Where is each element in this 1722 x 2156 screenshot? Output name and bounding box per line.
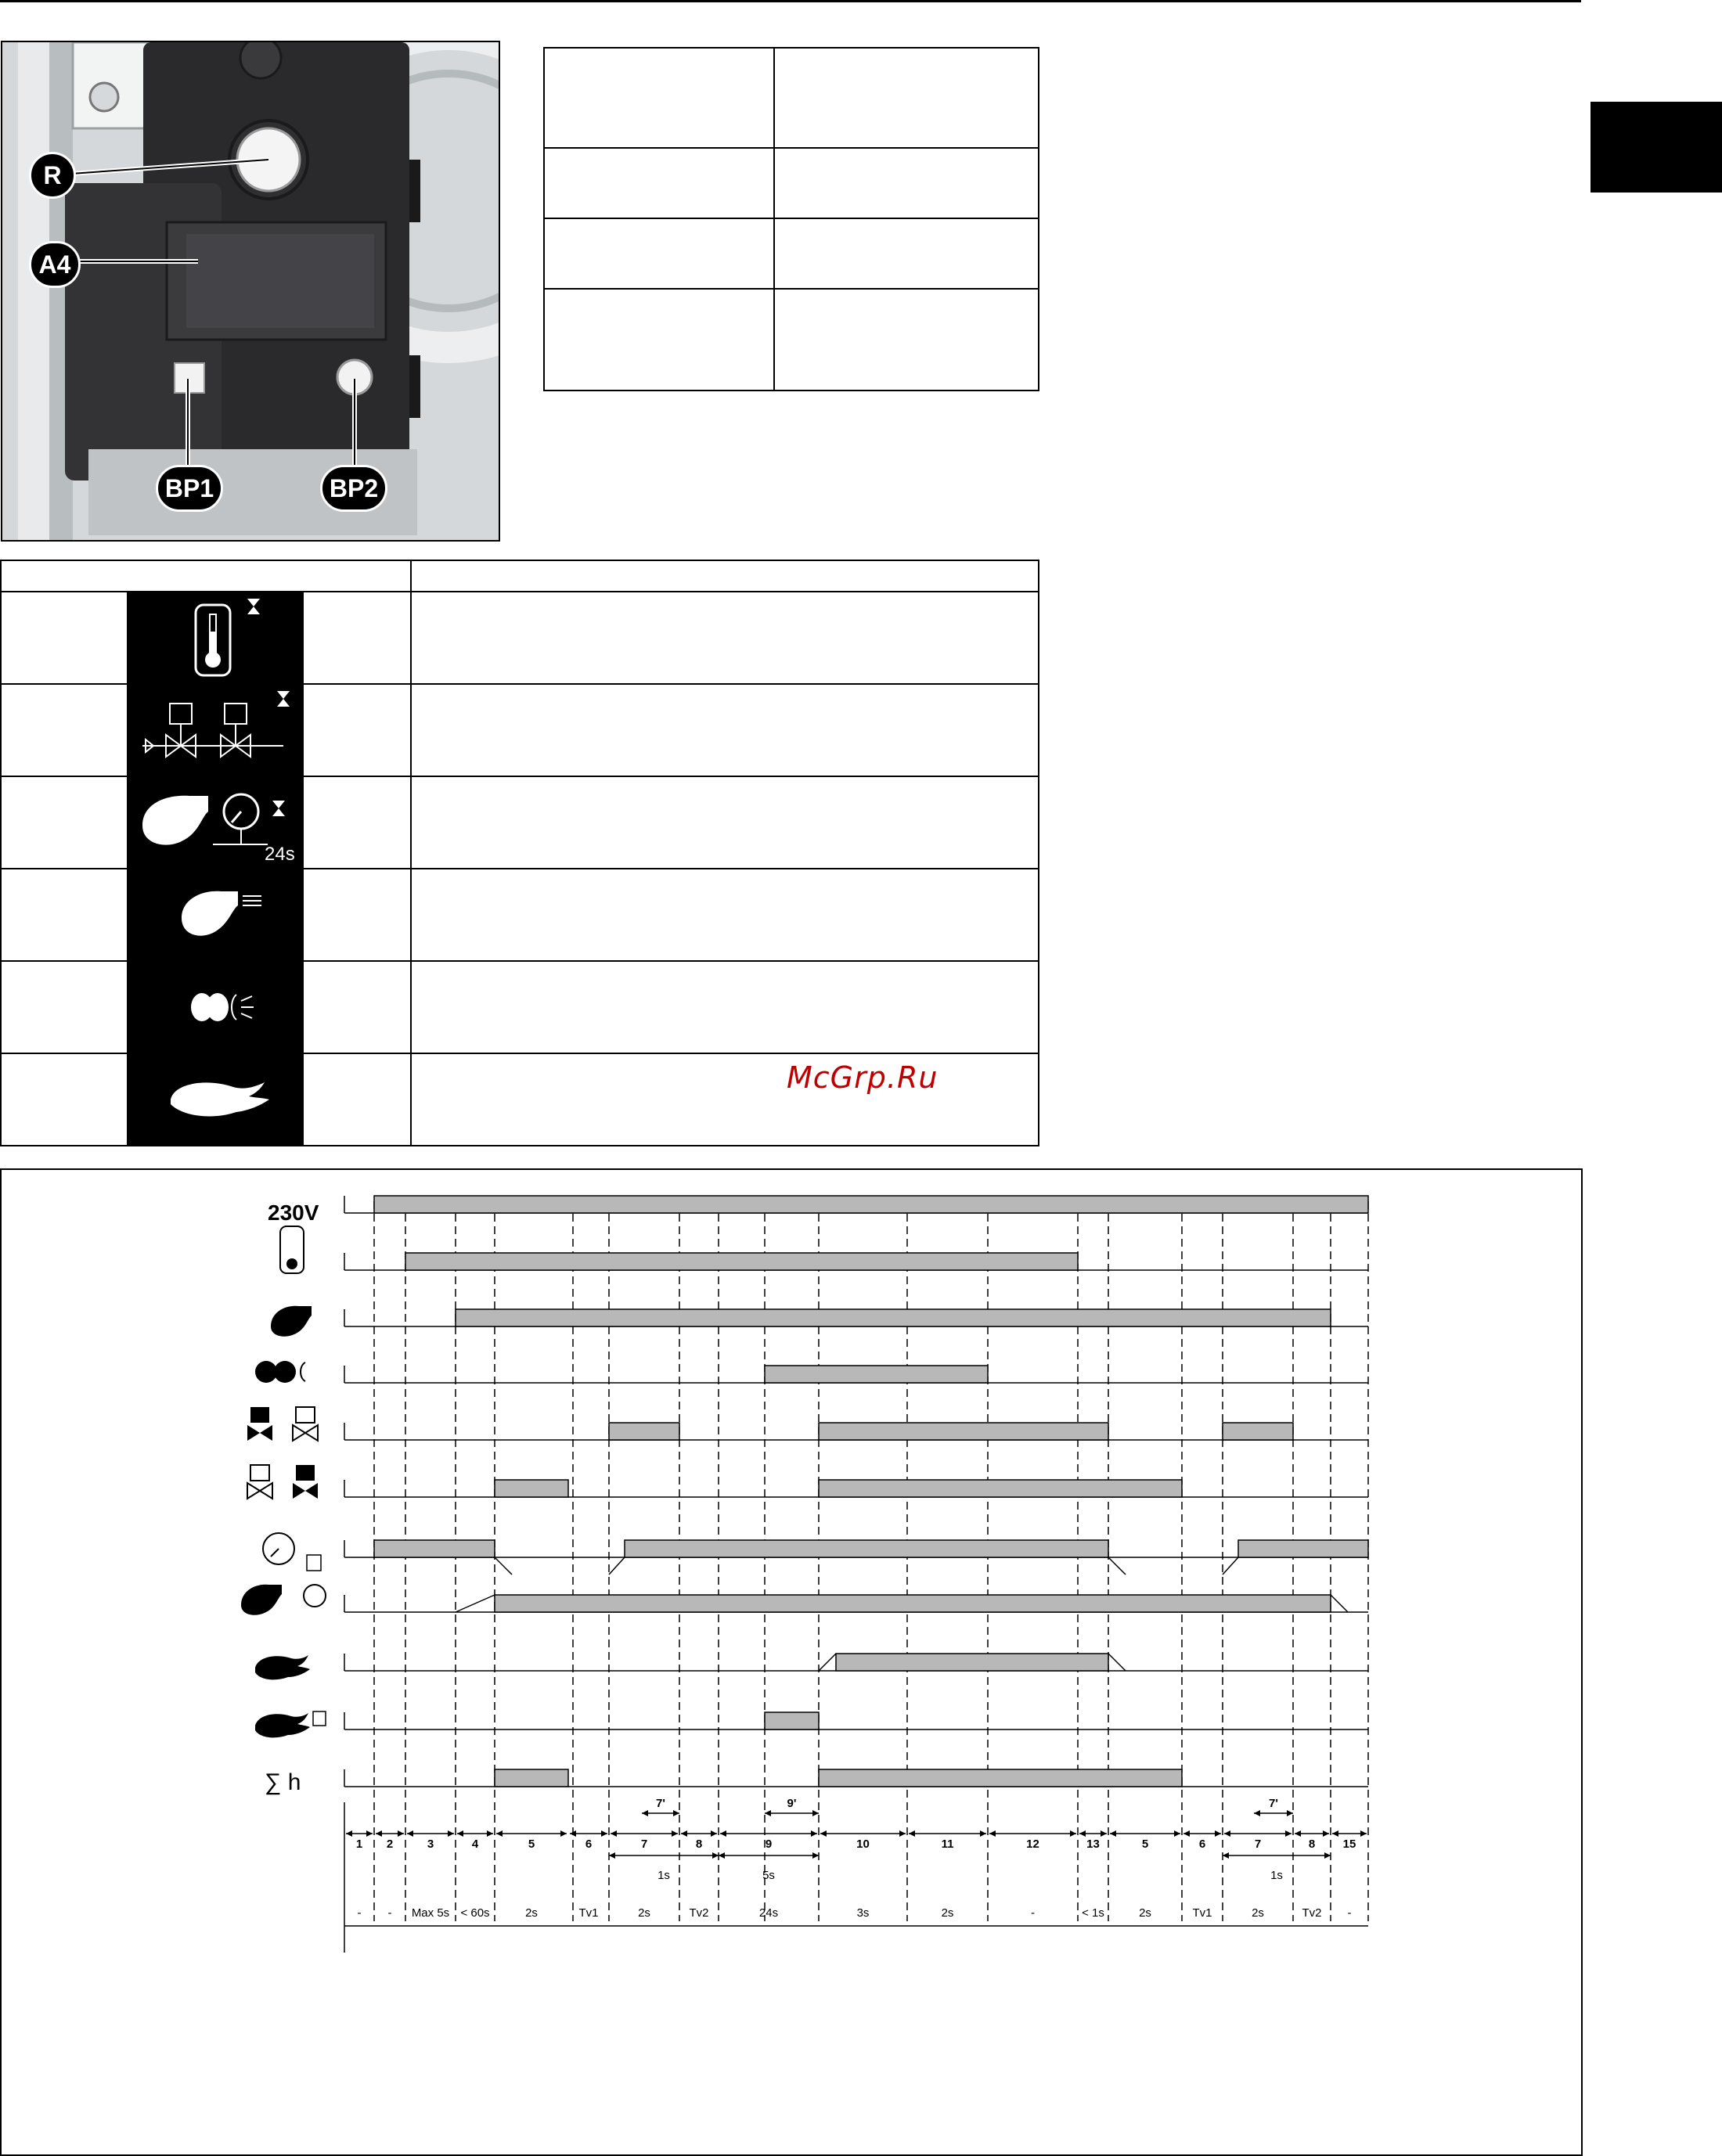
- state-description: [411, 592, 1039, 684]
- state-icon-cell: [1, 869, 411, 961]
- signal-on-bar: [495, 1595, 1331, 1612]
- state-icon-cell: [1, 961, 411, 1053]
- state-description: [411, 776, 1039, 869]
- phase-number: 2: [386, 1837, 394, 1851]
- arrow-head: [366, 1830, 373, 1837]
- signal-on-bar: [456, 1309, 1331, 1326]
- arrow-head: [711, 1830, 717, 1837]
- arrow-head: [1079, 1830, 1086, 1837]
- arrow-head: [1110, 1830, 1116, 1837]
- fan-pressure-hourglass-icon: [127, 777, 304, 868]
- arrow-head: [712, 1852, 719, 1859]
- valve-small-icon: [313, 1711, 326, 1726]
- arrow-head: [560, 1830, 567, 1837]
- signal-on-bar: [495, 1769, 568, 1787]
- arrow-head: [765, 1810, 771, 1816]
- arrow-head: [1183, 1830, 1190, 1837]
- phase-time: -: [1347, 1906, 1352, 1920]
- ramp: [1223, 1557, 1238, 1575]
- phase-time: 2s: [1252, 1906, 1264, 1920]
- air-pressure-switch-icon: [241, 1585, 282, 1615]
- valve-1-closed-icon: [250, 1407, 269, 1423]
- arrow-head: [487, 1830, 493, 1837]
- signal-on-bar: [765, 1366, 988, 1383]
- phase-number: 5: [528, 1837, 535, 1851]
- signal-on-bar: [1223, 1423, 1293, 1440]
- arrow-head: [611, 1830, 617, 1837]
- phase-time: Max 5s: [411, 1906, 450, 1920]
- arrow-head: [457, 1830, 463, 1837]
- arrow-head: [899, 1830, 906, 1837]
- thermostat-hourglass-icon: [127, 592, 304, 683]
- states-header-cell: [411, 560, 1039, 592]
- phase-time: 2s: [638, 1906, 650, 1920]
- section-tab-marker: [1591, 102, 1722, 193]
- phase-time: Tv1: [1192, 1906, 1212, 1920]
- phase-number: 7: [1254, 1837, 1262, 1851]
- arrow-head: [1360, 1830, 1367, 1837]
- sub-phase-7-prime-second: 7': [1269, 1797, 1278, 1810]
- signal-on-bar: [374, 1540, 495, 1557]
- flame-icon: [127, 1054, 304, 1145]
- phase-number: 4: [471, 1837, 479, 1851]
- signal-on-bar: [836, 1654, 1108, 1671]
- signal-on-bar: [495, 1480, 568, 1497]
- signal-on-bar: [625, 1540, 1108, 1557]
- top-rule: [0, 0, 1581, 2]
- display-states-table: [0, 560, 1039, 1146]
- phase-time: Tv1: [578, 1906, 599, 1920]
- arrow-head: [989, 1830, 996, 1837]
- state-icon-cell: [1, 592, 411, 684]
- arrow-head: [496, 1830, 503, 1837]
- flame-safety-icon: [255, 1713, 310, 1737]
- ignition-icon: [255, 1361, 277, 1383]
- callout-A4: A4: [29, 241, 81, 288]
- ref-cell: [544, 148, 774, 218]
- arrow-head: [376, 1830, 382, 1837]
- phase-number: 3: [427, 1837, 434, 1851]
- signal-on-bar: [1238, 1540, 1368, 1557]
- arrow-head: [980, 1830, 986, 1837]
- phase-number: 9: [765, 1837, 773, 1851]
- signal-on-bar: [819, 1423, 1108, 1440]
- phase-number: 15: [1342, 1837, 1356, 1851]
- watermark: McGrp.Ru: [787, 1060, 938, 1095]
- valve-2-closed-icon: [296, 1465, 315, 1481]
- arrow-head: [820, 1830, 827, 1837]
- arrow-head: [346, 1830, 352, 1837]
- signal-on-bar: [405, 1253, 1078, 1270]
- signal-on-bar: [374, 1196, 1368, 1213]
- ref-cell: [544, 48, 774, 148]
- state-description: [411, 684, 1039, 776]
- phase-time: 2s: [525, 1906, 538, 1920]
- state-description: [411, 869, 1039, 961]
- spark-icon: [301, 1362, 305, 1381]
- valve-1-open-icon: [250, 1465, 269, 1481]
- arrow-head: [448, 1830, 454, 1837]
- valve-1-body: [247, 1483, 272, 1499]
- sub-phase-7-prime: 7': [656, 1797, 665, 1810]
- phase-time: -: [357, 1906, 362, 1920]
- arrow-head: [601, 1830, 607, 1837]
- burner-control-photo: [1, 41, 500, 542]
- valve-2-body: [293, 1483, 318, 1499]
- timing-diagram-frame: [0, 1168, 1583, 2156]
- phase-number: 12: [1026, 1837, 1039, 1851]
- phase-number: 10: [856, 1837, 870, 1851]
- phase-time: 2s: [1139, 1906, 1151, 1920]
- arrow-head: [1070, 1830, 1076, 1837]
- five-second-note: 5s: [762, 1869, 775, 1882]
- phase-time: 2s: [941, 1906, 954, 1920]
- state-icon-cell: [1, 1053, 411, 1146]
- state-icon-cell: [1, 684, 411, 776]
- arrow-head: [812, 1852, 819, 1859]
- ramp: [1108, 1654, 1126, 1671]
- arrow-head: [909, 1830, 915, 1837]
- signal-on-bar: [609, 1423, 679, 1440]
- valve-2-body: [293, 1425, 318, 1441]
- arrow-head: [1287, 1810, 1293, 1816]
- arrow-head: [642, 1810, 648, 1816]
- valve-1-body: [247, 1425, 272, 1441]
- state-description: [411, 961, 1039, 1053]
- hour-counter-label: ∑ h: [265, 1769, 301, 1795]
- arrow-head: [1215, 1830, 1221, 1837]
- ref-cell: [774, 218, 1039, 289]
- signal-on-bar: [819, 1769, 1182, 1787]
- signal-on-bar: [765, 1712, 819, 1729]
- signal-on-bar: [819, 1480, 1182, 1497]
- ramp: [819, 1654, 836, 1671]
- arrow-head: [1285, 1830, 1292, 1837]
- arrow-head: [720, 1830, 726, 1837]
- arrow-head: [681, 1830, 687, 1837]
- sub-phase-9-prime: 9': [787, 1797, 797, 1810]
- valve-2-open-icon: [296, 1407, 315, 1423]
- ramp: [1108, 1557, 1126, 1575]
- control-box-illustration: [2, 42, 499, 540]
- phase-time: Tv2: [1302, 1906, 1322, 1920]
- phase-number: 6: [1198, 1837, 1206, 1851]
- arrow-head: [1254, 1810, 1260, 1816]
- callout-BP1: BP1: [156, 465, 223, 512]
- arrow-head: [609, 1852, 615, 1859]
- thermostat-bulb: [286, 1258, 297, 1269]
- ramp: [1331, 1595, 1348, 1612]
- arrow-head: [1224, 1830, 1230, 1837]
- phase-number: 5: [1141, 1837, 1149, 1851]
- phase-time: 24s: [758, 1906, 779, 1920]
- state-icon-cell: [1, 776, 411, 869]
- states-header-cell: [1, 560, 411, 592]
- arrow-head: [398, 1830, 404, 1837]
- arrow-head: [811, 1830, 817, 1837]
- callout-R: R: [29, 152, 76, 199]
- gas-valves-hourglass-icon: [127, 685, 304, 776]
- phase-time: < 60s: [460, 1906, 490, 1920]
- phase-number: 7: [640, 1837, 648, 1851]
- component-reference-table: [543, 47, 1039, 391]
- phase-time: -: [1031, 1906, 1035, 1920]
- arrow-head: [1324, 1852, 1331, 1859]
- phase-number: 1: [355, 1837, 363, 1851]
- arrow-head: [1101, 1830, 1107, 1837]
- ref-cell: [544, 289, 774, 391]
- ignition-spark-icon: [127, 962, 304, 1053]
- phase-time: -: [387, 1906, 392, 1920]
- supply-label-230v: 230V: [268, 1200, 319, 1225]
- gauge-needle: [271, 1549, 279, 1557]
- arrow-head: [672, 1830, 678, 1837]
- timing-diagram: [2, 1170, 1578, 2151]
- ref-cell: [774, 148, 1039, 218]
- arrow-head: [407, 1830, 413, 1837]
- air-gauge-icon: [304, 1585, 326, 1607]
- arrow-head: [673, 1810, 679, 1816]
- ref-cell: [774, 48, 1039, 148]
- phase-time: < 1s: [1082, 1906, 1104, 1920]
- phase-number: 6: [585, 1837, 593, 1851]
- one-second-note: 1s: [657, 1869, 670, 1882]
- ref-cell: [544, 218, 774, 289]
- arrow-head: [1323, 1830, 1329, 1837]
- phase-number: 13: [1086, 1837, 1100, 1851]
- arrow-head: [1332, 1830, 1338, 1837]
- flame-icon: [255, 1655, 310, 1679]
- state-description: [411, 1053, 1039, 1146]
- ramp: [495, 1557, 512, 1575]
- phase-number: 8: [695, 1837, 703, 1851]
- phase-number: 8: [1308, 1837, 1316, 1851]
- ref-cell: [774, 289, 1039, 391]
- arrow-head: [719, 1852, 725, 1859]
- fan-icon: [127, 869, 304, 960]
- ramp: [456, 1595, 495, 1612]
- phase-time: 3s: [856, 1906, 870, 1920]
- phase-number: 11: [941, 1837, 954, 1851]
- one-second-note-second: 1s: [1270, 1869, 1283, 1882]
- phase-time: Tv2: [689, 1906, 709, 1920]
- callout-BP2: BP2: [320, 465, 387, 512]
- fan-icon: [271, 1306, 312, 1337]
- timer-24s: 24s: [265, 844, 295, 865]
- arrow-head: [1174, 1830, 1180, 1837]
- ramp: [609, 1557, 625, 1575]
- arrow-head: [1295, 1830, 1301, 1837]
- ignition-electrode-icon: [274, 1361, 296, 1383]
- arrow-head: [1223, 1852, 1229, 1859]
- arrow-head: [812, 1810, 819, 1816]
- valve-small-icon: [307, 1555, 321, 1571]
